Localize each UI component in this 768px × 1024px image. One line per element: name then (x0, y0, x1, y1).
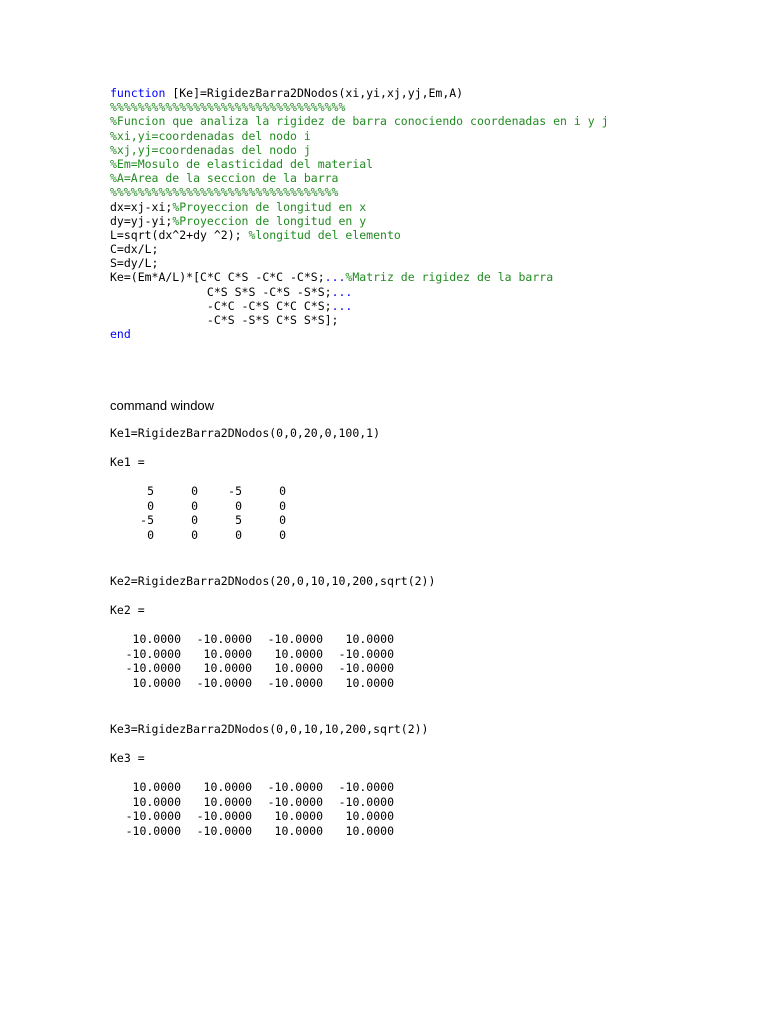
matrix-cell: 10.0000 (345, 632, 394, 646)
matrix-cell: 10.0000 (203, 780, 252, 794)
command-window-heading: command window (110, 398, 215, 413)
code-comment: %Proyeccion de longitud en y (172, 213, 367, 228)
code-comment: %Matriz de rigidez de la barra (345, 270, 554, 285)
ke3-matrix (110, 780, 394, 839)
matrix-row (110, 484, 286, 499)
code-continuation: ... (331, 298, 353, 313)
code-line (110, 214, 728, 228)
ke2-label: Ke2 = (110, 603, 145, 617)
code-line (110, 171, 728, 185)
code-text: Ke=(Em*A/L)*[C*C C*S -C*C -C*S; (110, 270, 325, 285)
matrix-row (110, 647, 394, 662)
matrix-cell: 5 (235, 513, 242, 528)
matrix-cell: 10.0000 (132, 794, 181, 809)
matrix-cell: 0 (279, 513, 286, 528)
code-comment: %xj,yj=coordenadas del nodo j (110, 142, 311, 157)
matrix-row (110, 809, 394, 824)
code-text: S=dy/L; (110, 256, 159, 271)
code-line (110, 242, 728, 256)
matrix-cell: -10.0000 (338, 780, 394, 794)
matrix-cell: -10.0000 (267, 780, 323, 794)
code-line (110, 327, 728, 341)
matrix-cell: -10.0000 (125, 646, 181, 661)
matrix-cell: -10.0000 (338, 646, 394, 661)
matrix-cell: 0 (147, 498, 154, 513)
code-text: dy=yj-yi; (110, 213, 173, 228)
matrix-cell: -5 (228, 484, 242, 498)
matrix-cell: -10.0000 (125, 809, 181, 824)
code-line (110, 143, 728, 157)
code-text: [Ke]=RigidezBarra2DNodos(xi,yi,xj,yj,Em,A) (165, 86, 464, 100)
ke3-label: Ke3 = (110, 751, 145, 765)
code-line (110, 200, 728, 214)
matrix-cell: 10.0000 (345, 809, 394, 824)
code-line (110, 313, 728, 327)
code-comment: %%%%%%%%%%%%%%%%%%%%%%%%%%%%%%%%%% (110, 100, 346, 115)
matrix-cell: 10.0000 (203, 794, 252, 809)
matrix-cell: 10.0000 (203, 661, 252, 676)
matrix-row (110, 513, 286, 528)
matrix-cell: -5 (140, 513, 154, 528)
code-text: L=sqrt(dx^2+dy ^2); (110, 227, 249, 242)
code-text: dx=xj-xi; (110, 199, 173, 214)
code-keyword: end (110, 327, 131, 342)
matrix-cell: 10.0000 (274, 646, 323, 661)
matrix-cell: 0 (279, 528, 286, 543)
matrix-cell: 0 (147, 528, 154, 543)
code-continuation: ... (324, 270, 346, 285)
code-text: C*S S*S -C*S -S*S; (110, 284, 332, 299)
matrix-cell: 0 (191, 528, 198, 543)
matrix-cell: 10.0000 (132, 632, 181, 646)
matrix-cell: 10.0000 (132, 780, 181, 794)
matrix-cell: 10.0000 (274, 809, 323, 824)
matrix-cell: 10.0000 (132, 676, 181, 691)
ke2-call: Ke2=RigidezBarra2DNodos(20,0,10,10,200,sqrt(2)) (110, 574, 436, 588)
matrix-cell: -10.0000 (125, 824, 181, 839)
matrix-cell: 0 (191, 498, 198, 513)
matrix-cell: 10.0000 (274, 661, 323, 676)
ke1-label: Ke1 = (110, 455, 145, 469)
code-comment: %%%%%%%%%%%%%%%%%%%%%%%%%%%%%%%%% (110, 185, 339, 200)
code-comment: %longitud del elemento (248, 227, 401, 242)
matrix-row (110, 780, 394, 795)
matrix-cell: 10.0000 (203, 646, 252, 661)
matrix-cell: -10.0000 (125, 661, 181, 676)
code-comment: %Em=Mosulo de elasticidad del material (110, 156, 374, 171)
code-line (110, 185, 728, 199)
code-line (110, 157, 728, 171)
code-comment: %Proyeccion de longitud en x (172, 199, 367, 214)
matrix-row (110, 824, 394, 839)
matrix-cell: -10.0000 (338, 794, 394, 809)
ke1-call: Ke1=RigidezBarra2DNodos(0,0,20,0,100,1) (110, 426, 381, 440)
code-line (110, 256, 728, 270)
function-code-listing (110, 86, 728, 341)
matrix-row (110, 661, 394, 676)
ke1-matrix (110, 484, 286, 543)
code-comment: %A=Area de la seccion de la barra (110, 171, 339, 186)
ke3-call: Ke3=RigidezBarra2DNodos(0,0,10,10,200,sqrt(2)) (110, 722, 429, 736)
code-line (110, 285, 728, 299)
matrix-cell: -10.0000 (267, 676, 323, 691)
code-line (110, 100, 728, 114)
code-line (110, 228, 728, 242)
code-line (110, 114, 728, 128)
matrix-row (110, 499, 286, 514)
matrix-cell: -10.0000 (338, 661, 394, 676)
code-line (110, 270, 728, 284)
code-line (110, 86, 728, 100)
code-line (110, 299, 728, 313)
matrix-cell: 5 (147, 484, 154, 498)
matrix-row (110, 676, 394, 691)
matrix-row (110, 795, 394, 810)
code-line (110, 129, 728, 143)
matrix-cell: 0 (279, 498, 286, 513)
code-text: -C*S -S*S C*S S*S]; (110, 313, 339, 327)
matrix-cell: -10.0000 (196, 632, 252, 646)
matrix-cell: 10.0000 (345, 676, 394, 691)
matrix-cell: -10.0000 (196, 676, 252, 691)
code-continuation: ... (331, 284, 353, 299)
matrix-cell: 10.0000 (345, 824, 394, 839)
matrix-cell: 0 (235, 498, 242, 513)
code-comment: %Funcion que analiza la rigidez de barra conociendo coordenadas en i y j (110, 114, 609, 129)
matrix-cell: -10.0000 (267, 794, 323, 809)
code-text: C=dx/L; (110, 242, 159, 257)
code-keyword: function (110, 86, 166, 100)
matrix-cell: 0 (191, 484, 198, 498)
matrix-cell: -10.0000 (196, 824, 252, 839)
code-text: -C*C -C*S C*C C*S; (110, 298, 332, 313)
matrix-row (110, 528, 286, 543)
matrix-cell: 0 (191, 513, 198, 528)
matrix-cell: 10.0000 (274, 824, 323, 839)
matrix-cell: -10.0000 (267, 632, 323, 646)
matrix-row (110, 632, 394, 647)
ke2-matrix (110, 632, 394, 691)
code-comment: %xi,yi=coordenadas del nodo i (110, 128, 311, 143)
matrix-cell: 0 (279, 484, 286, 498)
matrix-cell: -10.0000 (196, 809, 252, 824)
matrix-cell: 0 (235, 528, 242, 543)
